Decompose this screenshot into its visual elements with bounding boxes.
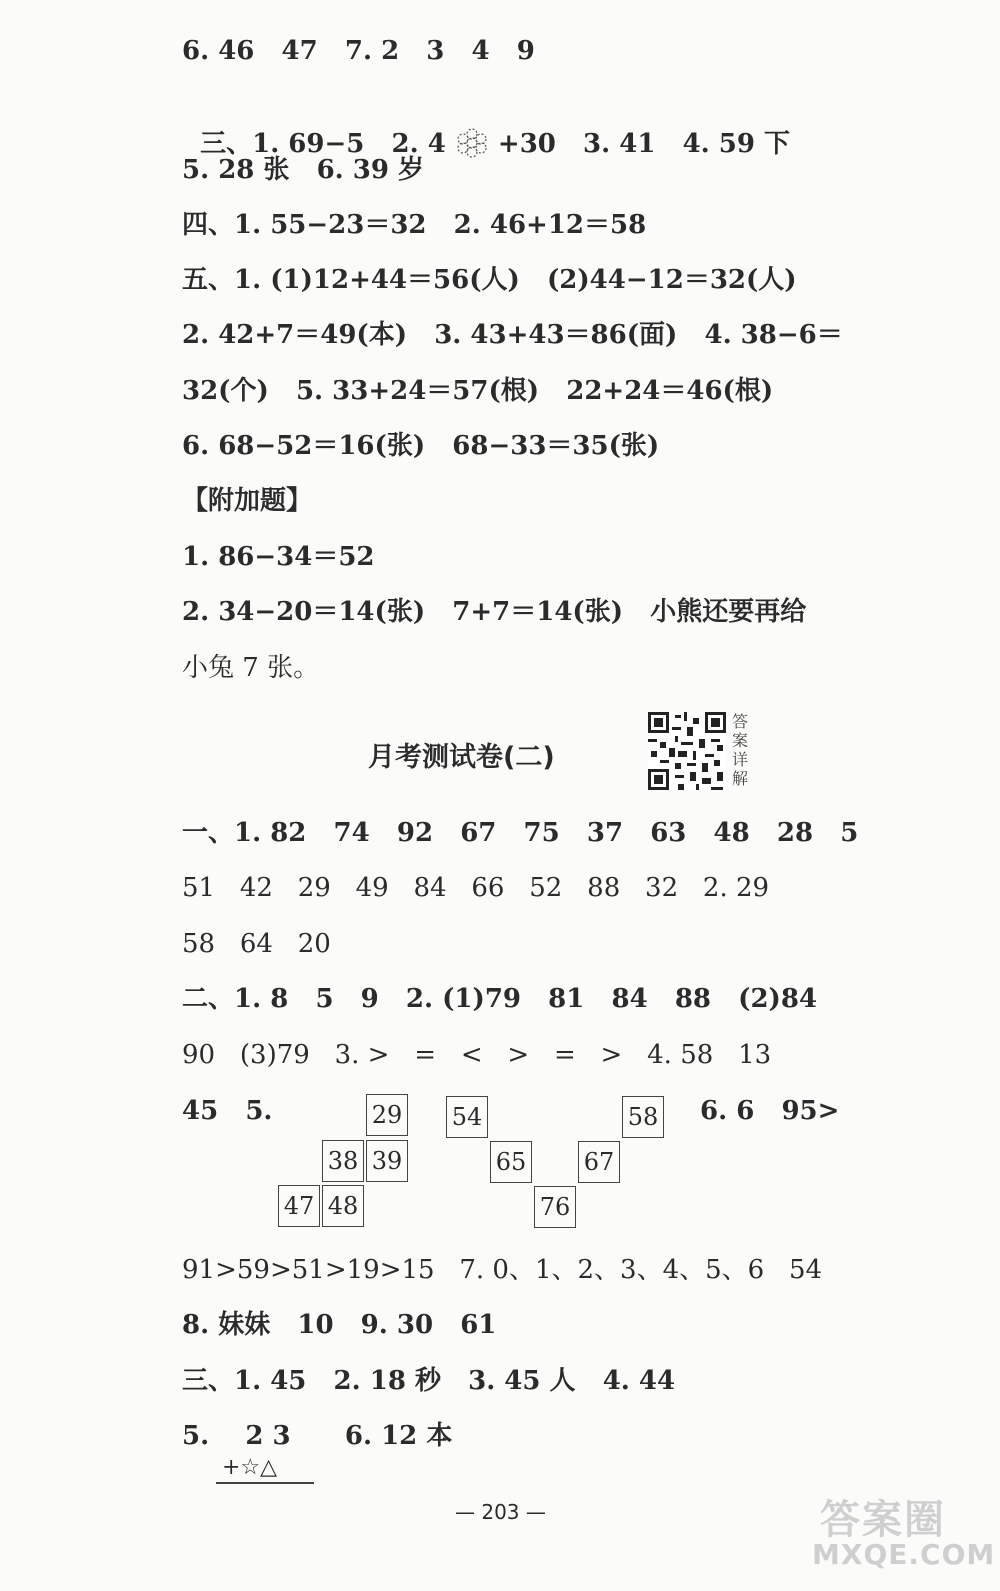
flower-blank-icon [455, 128, 489, 158]
section-title: 月考测试卷(二) [368, 742, 555, 773]
answer-line: 5. 28 张 6. 39 岁 [182, 155, 425, 185]
answer-line: 45 5. [182, 1096, 273, 1126]
answer-line: 8. 妹妹 10 9. 30 61 [182, 1310, 497, 1340]
bonus-heading: 【附加题】 [182, 486, 313, 516]
watermark-logo-text: 答案圈 [820, 1497, 946, 1543]
grid-cell: 67 [578, 1141, 620, 1183]
answer-line: 1. 86−34＝52 [182, 542, 375, 572]
grid-cell: 47 [278, 1185, 320, 1227]
grid-cell: 65 [490, 1141, 532, 1183]
answer-line: 一、1. 82 74 92 67 75 37 63 48 28 5 [182, 818, 859, 848]
watermark-url: MXQE.COM [812, 1538, 996, 1571]
answer-line: 91>59>51>19>15 7. 0、1、2、3、4、5、6 54 [182, 1255, 823, 1285]
answer-line: 2. 42+7＝49(本) 3. 43+43＝86(面) 4. 38−6＝ [182, 320, 843, 350]
answer-line: 2. 34−20＝14(张) 7+7＝14(张) 小熊还要再给 [182, 597, 807, 627]
sum-line [216, 1482, 314, 1484]
grid-cell: 48 [322, 1185, 364, 1227]
answer-line: 五、1. (1)12+44＝56(人) (2)44−12＝32(人) [182, 265, 797, 295]
answer-line: 6. 68−52＝16(张) 68−33＝35(张) [182, 431, 660, 461]
grid-cell: 54 [446, 1096, 488, 1138]
page-number: — 203 — [455, 1500, 546, 1524]
answer-line: 90 (3)79 3. > = < > = > 4. 58 13 [182, 1040, 772, 1070]
answer-line: 58 64 20 [182, 929, 331, 959]
answer-line: 三、1. 45 2. 18 秒 3. 45 人 4. 44 [182, 1366, 676, 1396]
qr-code-icon[interactable] [648, 712, 726, 790]
vertical-operation: +☆△ [222, 1455, 278, 1480]
answer-line: 6. 6 95> [700, 1096, 840, 1126]
grid-cell: 29 [366, 1094, 408, 1136]
answer-line: 32(个) 5. 33+24＝57(根) 22+24＝46(根) [182, 376, 774, 406]
answer-line: 小兔 7 张。 [182, 653, 320, 683]
answer-line: 四、1. 55−23＝32 2. 46+12＝58 [182, 210, 647, 240]
answer-text: +30 3. 41 4. 59 下 [488, 129, 790, 159]
qr-caption: 答案详解 [732, 712, 749, 788]
answer-text: 三、1. 69−5 2. 4 [200, 129, 455, 159]
answer-line: 6. 46 47 7. 2 3 4 9 [182, 36, 535, 66]
answer-line: 51 42 29 49 84 66 52 88 32 2. 29 [182, 873, 770, 903]
answer-line [182, 93, 790, 161]
grid-cell: 58 [622, 1096, 664, 1138]
grid-cell: 76 [534, 1186, 576, 1228]
watermark [812, 1488, 996, 1578]
grid-cell: 39 [366, 1140, 408, 1182]
answer-line: 二、1. 8 5 9 2. (1)79 81 84 88 (2)84 [182, 984, 818, 1014]
grid-cell: 38 [322, 1140, 364, 1182]
answer-line: 5. 2 3 6. 12 本 [182, 1421, 453, 1451]
